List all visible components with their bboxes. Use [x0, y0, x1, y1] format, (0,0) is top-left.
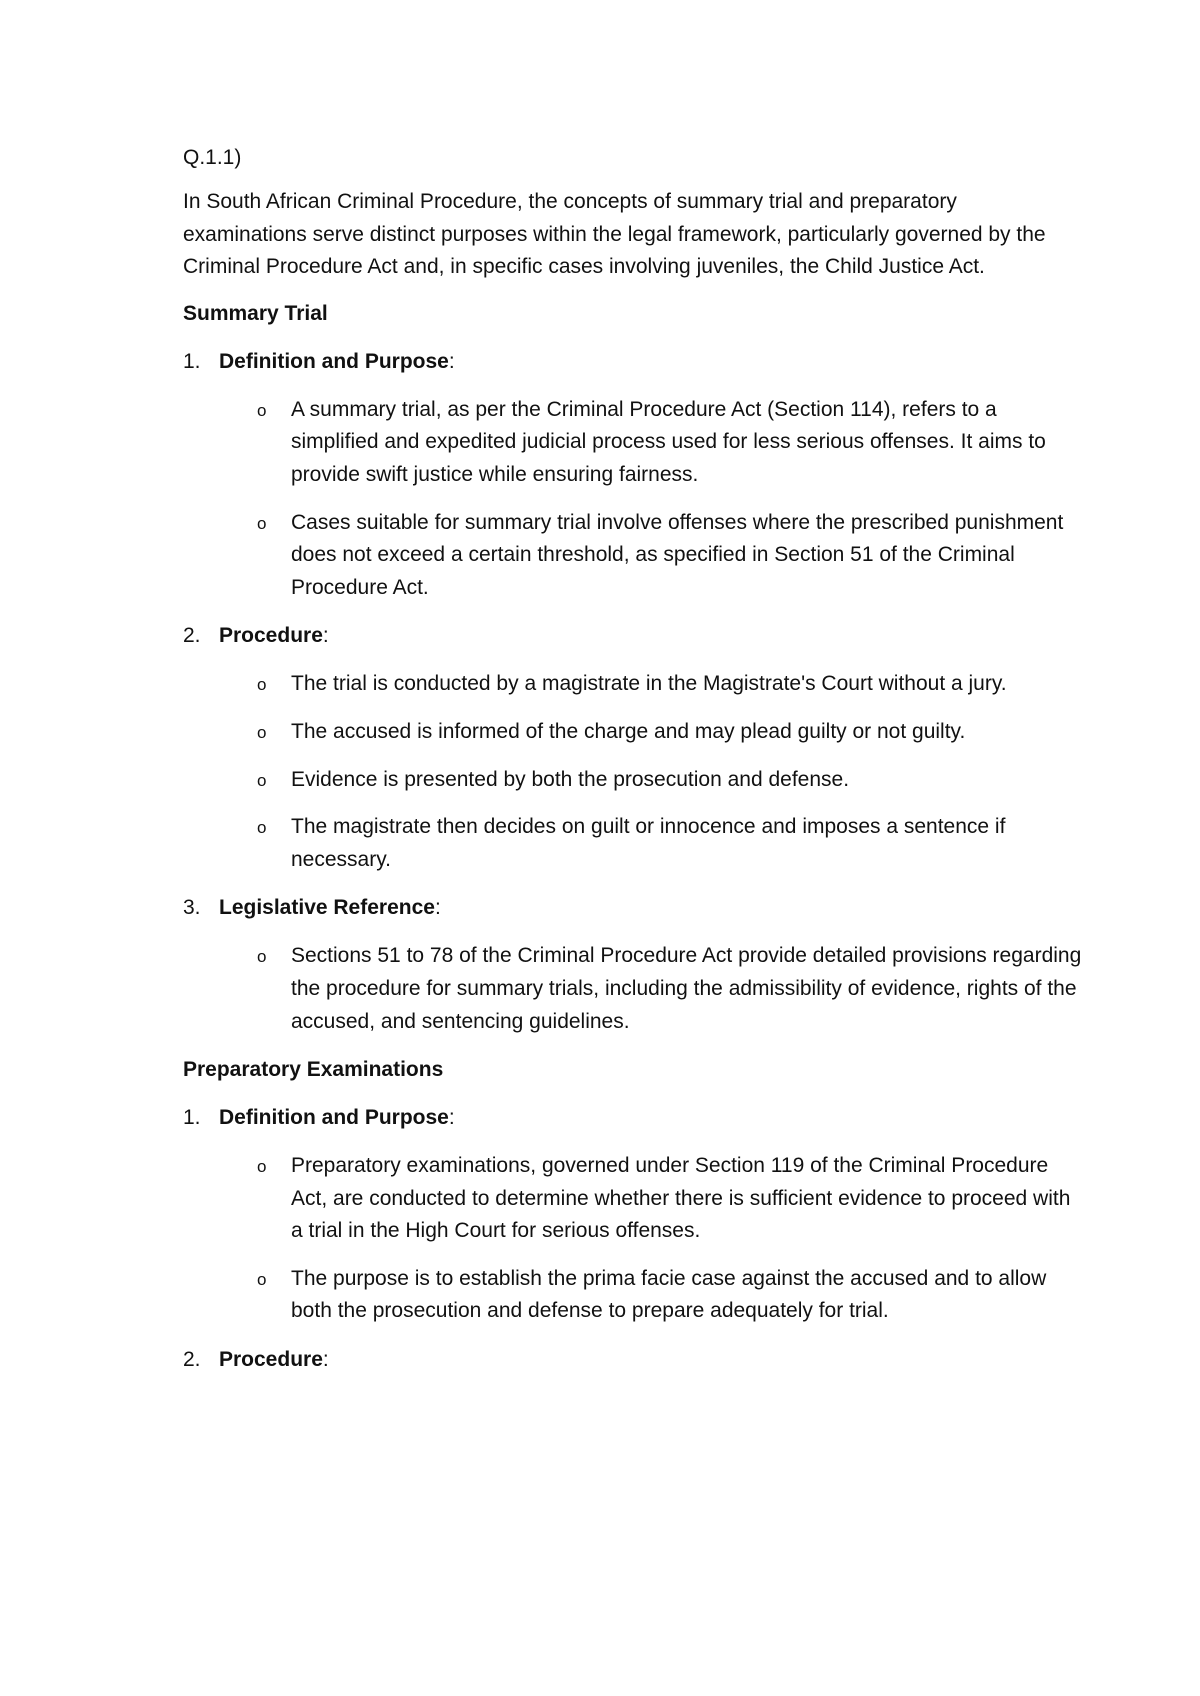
bullet-text: Sections 51 to 78 of the Criminal Procedure Act provide detailed provisions regarding the procedure for summary trials, including the admissibility of evidence, rights of the accused, and sentencing guidelines. — [291, 944, 1082, 1033]
item-suffix: : — [322, 624, 329, 648]
bullet-text: Cases suitable for summary trial involve offenses where the prescribed punishment does not exceed a certain threshold, as specified in Section 51 of the Criminal Procedure Act. — [291, 510, 1064, 599]
bullet-text: Preparatory examinations, governed under Section 119 of the Criminal Procedure Act, are conducted to determine whether there is sufficient evidence to proceed with a trial in the High Court for serious offenses. — [291, 1154, 1071, 1243]
bullet-marker: o — [257, 675, 267, 695]
numbered-item — [183, 891, 1083, 924]
section-heading: Summary Trial — [183, 301, 328, 325]
item-heading: Procedure — [219, 1348, 323, 1372]
bullet-list — [183, 394, 1083, 605]
numbered-item — [183, 1101, 1083, 1134]
bullet-text: A summary trial, as per the Criminal Procedure Act (Section 114), refers to a simplified and expedited judicial process used for less serious offenses. It aims to provide swift justice while ensuring fairness. — [291, 397, 1046, 486]
numbered-item — [183, 345, 1083, 378]
item-text — [219, 345, 455, 378]
item-suffix: : — [448, 1106, 455, 1130]
item-suffix: : — [448, 349, 455, 373]
bullet-list — [183, 668, 1083, 876]
bullet-marker: o — [257, 818, 267, 838]
item-number: 2. — [183, 624, 201, 648]
bullet-text: Evidence is presented by both the prosecution and defense. — [291, 767, 850, 791]
item-text — [219, 1101, 455, 1134]
item-number: 2. — [183, 1348, 201, 1372]
bullet-item — [183, 1150, 1083, 1248]
bullet-text: The magistrate then decides on guilt or innocence and imposes a sentence if necessary. — [291, 815, 1006, 871]
item-number: 1. — [183, 349, 201, 373]
bullet-marker: o — [257, 722, 267, 742]
bullet-marker: o — [257, 947, 267, 967]
item-suffix: : — [434, 896, 441, 920]
bullet-item — [183, 668, 1083, 701]
item-text — [219, 619, 329, 652]
numbered-item — [183, 619, 1083, 652]
intro-paragraph: In South African Criminal Procedure, the concepts of summary trial and preparatory examinations serve distinct purposes within the legal framework, particularly governed by the Criminal Procedure Act and, in specific cases involving juveniles, the Child Justice Act. — [183, 190, 1046, 279]
bullet-marker: o — [257, 770, 267, 790]
bullet-text: The trial is conducted by a magistrate in the Magistrate's Court without a jury. — [291, 672, 1007, 696]
document-body — [183, 141, 1083, 1392]
item-text — [219, 891, 441, 924]
bullet-text: The purpose is to establish the prima facie case against the accused and to allow both the prosecution and defense to prepare adequately for trial. — [291, 1266, 1047, 1323]
bullet-text: The accused is informed of the charge and may plead guilty or not guilty. — [291, 719, 966, 743]
bullet-item — [183, 716, 1083, 749]
bullet-item — [183, 507, 1083, 605]
item-suffix: : — [322, 1348, 329, 1372]
bullet-item — [183, 940, 1083, 1038]
bullet-list — [183, 1150, 1083, 1328]
bullet-item — [183, 1263, 1083, 1328]
item-number: 3. — [183, 896, 201, 920]
section-heading: Preparatory Examinations — [183, 1058, 444, 1082]
bullet-item — [183, 764, 1083, 797]
item-heading: Definition and Purpose — [219, 1106, 449, 1130]
bullet-marker: o — [257, 1269, 267, 1289]
bullet-marker: o — [257, 400, 267, 420]
item-heading: Procedure — [219, 624, 323, 648]
bullet-item — [183, 394, 1083, 492]
bullet-list — [183, 940, 1083, 1038]
bullet-marker: o — [257, 1157, 267, 1177]
bullet-item — [183, 811, 1083, 876]
question-label: Q.1.1) — [183, 146, 242, 169]
item-number: 1. — [183, 1106, 201, 1130]
item-heading: Definition and Purpose — [219, 349, 449, 373]
numbered-item — [183, 1343, 1083, 1376]
item-heading: Legislative Reference — [219, 896, 435, 920]
bullet-marker: o — [257, 513, 267, 533]
item-text — [219, 1343, 329, 1376]
